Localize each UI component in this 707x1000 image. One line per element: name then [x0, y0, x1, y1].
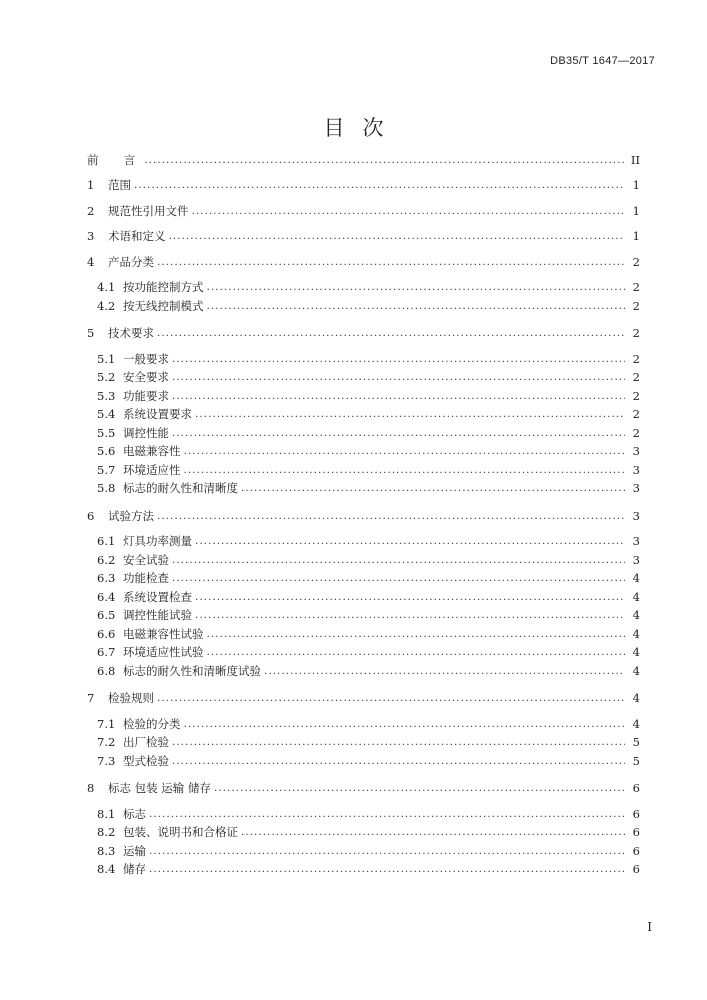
toc-entry-label: 一般要求	[123, 351, 169, 366]
toc-section-entry[interactable]	[87, 323, 640, 342]
toc-entry-number: 8.3	[97, 843, 116, 858]
toc-entry-number: 4.1	[97, 280, 116, 294]
toc-section-entry[interactable]	[87, 175, 640, 194]
toc-entry-page: 4	[632, 691, 640, 705]
toc-entry-page: 2	[632, 407, 640, 421]
toc-entry-page: 3	[632, 444, 640, 458]
toc-entry-page: 4	[632, 608, 640, 622]
toc-entry-page: 1	[632, 229, 640, 243]
toc-entry-number: 5.4	[97, 407, 116, 421]
dot-leader	[207, 298, 626, 314]
dot-leader	[195, 533, 625, 549]
toc-entry-number: 5.1	[97, 351, 116, 366]
toc-section-entry[interactable]	[87, 778, 640, 797]
dot-leader	[157, 325, 625, 341]
toc-entry-label: 按功能控制方式	[123, 280, 204, 294]
toc-entry-number: 8	[87, 781, 95, 795]
toc-subsection-entry[interactable]	[87, 859, 640, 878]
toc-section-entry[interactable]	[87, 200, 640, 219]
toc-entry-page: 2	[632, 280, 640, 294]
toc-entry-page: 4	[632, 663, 640, 678]
toc-entry-number: 8.2	[97, 825, 116, 839]
toc-entry-number: 5.5	[97, 425, 116, 440]
dot-leader	[172, 351, 625, 367]
dot-leader	[184, 443, 626, 459]
dot-leader	[144, 152, 625, 168]
table-of-contents	[87, 149, 640, 877]
dot-leader	[264, 663, 625, 679]
toc-entry-number: 8.1	[97, 806, 116, 821]
toc-entry-label: 按无线控制模式	[123, 298, 204, 313]
toc-entry-number: 5.8	[97, 481, 116, 495]
toc-entry-label: 标志的耐久性和清晰度	[123, 481, 238, 495]
toc-entry-label: 储存	[123, 862, 146, 876]
toc-subsection-entry[interactable]	[87, 750, 640, 769]
toc-entry-number: 6.2	[97, 552, 116, 567]
toc-entry-page: 6	[632, 806, 640, 821]
dot-leader	[172, 388, 625, 404]
dot-leader	[195, 607, 625, 623]
toc-entry-page: 4	[632, 645, 640, 659]
toc-subsection-entry[interactable]	[87, 385, 640, 404]
toc-entry-label: 调控性能试验	[123, 608, 192, 622]
toc-entry-page: 1	[632, 203, 640, 218]
toc-entry-page: 2	[632, 298, 640, 313]
toc-entry-page: 3	[632, 534, 640, 548]
toc-entry-label: 标志	[123, 806, 146, 821]
toc-entry-label: 包装、说明书和合格证	[123, 825, 238, 839]
toc-subsection-entry[interactable]	[87, 623, 640, 642]
toc-subsection-entry[interactable]	[87, 660, 640, 679]
dot-leader	[157, 508, 625, 524]
dot-leader	[157, 254, 625, 270]
toc-section-entry[interactable]	[87, 505, 640, 524]
dot-leader	[207, 644, 626, 660]
toc-subsection-entry[interactable]	[87, 404, 640, 423]
toc-entry-number: 6.6	[97, 626, 116, 641]
toc-subsection-entry[interactable]	[87, 549, 640, 568]
dot-leader	[172, 570, 625, 586]
toc-entry-page: 6	[632, 825, 640, 839]
toc-entry-page: 5	[632, 753, 640, 768]
toc-entry-number: 6	[87, 508, 95, 523]
toc-entry-number: 7.3	[97, 753, 116, 768]
toc-entry-page: 3	[632, 481, 640, 495]
toc-subsection-entry[interactable]	[87, 459, 640, 478]
toc-entry-label: 术语和定义	[108, 229, 166, 243]
toc-subsection-entry[interactable]	[87, 803, 640, 822]
dot-leader	[134, 177, 625, 193]
toc-entry-label: 出厂检验	[123, 735, 169, 749]
toc-entry-number: 3	[87, 229, 95, 243]
toc-entry-page: 2	[632, 370, 640, 384]
toc-entry-number: 6.4	[97, 589, 116, 604]
page-title: 目次	[323, 116, 402, 140]
toc-entry-page: 5	[632, 735, 640, 749]
toc-subsection-entry[interactable]	[87, 478, 640, 497]
toc-entry-number: 7.1	[97, 716, 116, 731]
toc-entry-page: 1	[632, 178, 640, 192]
toc-entry-number: 7.2	[97, 735, 116, 749]
toc-entry-label: 功能要求	[123, 388, 169, 403]
dot-leader	[172, 552, 625, 568]
toc-entry-page: II	[630, 152, 640, 167]
dot-leader	[241, 824, 625, 840]
dot-leader	[169, 228, 626, 244]
toc-entry-number: 7	[87, 691, 95, 705]
dot-leader	[207, 626, 626, 642]
toc-entry-number: 5.3	[97, 388, 116, 403]
toc-entry-number: 6.5	[97, 608, 116, 622]
toc-entry-page: 4	[632, 589, 640, 604]
toc-entry-label: 系统设置要求	[123, 407, 192, 421]
toc-section-entry[interactable]	[87, 688, 640, 707]
toc-entry-label: 产品分类	[108, 254, 154, 269]
dot-leader	[184, 716, 626, 732]
toc-entry-label: 安全要求	[123, 370, 169, 384]
toc-subsection-entry[interactable]	[87, 732, 640, 751]
toc-subsection-entry[interactable]	[87, 441, 640, 460]
toc-entry-page: 2	[632, 425, 640, 440]
dot-leader	[149, 861, 625, 877]
toc-subsection-entry[interactable]	[87, 568, 640, 587]
toc-entry-label: 电磁兼容性试验	[123, 626, 204, 641]
toc-entry-page: 2	[632, 351, 640, 366]
toc-entry-number: 前 言	[87, 152, 142, 167]
toc-subsection-entry[interactable]	[87, 713, 640, 732]
toc-subsection-entry[interactable]	[87, 422, 640, 441]
toc-entry-label: 灯具功率测量	[123, 534, 192, 548]
dot-leader	[149, 806, 625, 822]
dot-leader	[149, 843, 625, 859]
toc-entry-page: 6	[632, 781, 640, 795]
toc-entry-label: 电磁兼容性	[123, 444, 181, 458]
toc-entry-page: 2	[632, 388, 640, 403]
dot-leader	[192, 203, 626, 219]
dot-leader	[195, 406, 625, 422]
toc-subsection-entry[interactable]	[87, 348, 640, 367]
toc-entry-number: 5.7	[97, 462, 116, 477]
toc-section-entry[interactable]	[87, 149, 640, 168]
document-number: DB35/T 1647—2017	[550, 55, 655, 67]
toc-entry-page: 2	[632, 326, 640, 340]
toc-entry-label: 检验的分类	[123, 716, 181, 731]
toc-entry-label: 功能检查	[123, 571, 169, 585]
dot-leader	[195, 589, 625, 605]
toc-entry-page: 4	[632, 626, 640, 641]
dot-leader	[214, 780, 625, 796]
toc-entry-number: 6.3	[97, 571, 116, 585]
toc-entry-label: 环境适应性试验	[123, 645, 204, 659]
toc-entry-page: 4	[632, 571, 640, 585]
toc-subsection-entry[interactable]	[87, 586, 640, 605]
toc-entry-label: 环境适应性	[123, 462, 181, 477]
toc-entry-page: 6	[632, 843, 640, 858]
dot-leader	[157, 690, 625, 706]
toc-subsection-entry[interactable]	[87, 531, 640, 550]
toc-subsection-entry[interactable]	[87, 822, 640, 841]
toc-entry-number: 5.2	[97, 370, 116, 384]
toc-entry-number: 4.2	[97, 298, 116, 313]
toc-entry-label: 型式检验	[123, 753, 169, 768]
toc-entry-label: 检验规则	[108, 691, 154, 705]
dot-leader	[172, 734, 625, 750]
dot-leader	[172, 369, 625, 385]
dot-leader	[184, 462, 626, 478]
toc-entry-label: 系统设置检查	[123, 589, 192, 604]
toc-section-entry[interactable]	[87, 226, 640, 245]
toc-entry-number: 6.8	[97, 663, 116, 678]
dot-leader	[241, 480, 625, 496]
toc-subsection-entry[interactable]	[87, 642, 640, 661]
toc-entry-page: 3	[632, 552, 640, 567]
dot-leader	[207, 279, 626, 295]
toc-entry-label: 标志 包装 运输 储存	[108, 781, 211, 795]
toc-entry-label: 范围	[108, 178, 131, 192]
toc-entry-label: 技术要求	[108, 326, 154, 340]
toc-entry-number: 1	[87, 178, 95, 192]
toc-entry-number: 8.4	[97, 862, 116, 876]
toc-entry-page: 3	[632, 462, 640, 477]
toc-entry-page: 2	[632, 254, 640, 269]
toc-subsection-entry[interactable]	[87, 295, 640, 314]
toc-entry-number: 6.1	[97, 534, 116, 548]
toc-entry-number: 5	[87, 326, 95, 340]
toc-entry-page: 4	[632, 716, 640, 731]
toc-entry-label: 调控性能	[123, 425, 169, 440]
dot-leader	[172, 753, 625, 769]
toc-subsection-entry[interactable]	[87, 605, 640, 624]
toc-entry-label: 试验方法	[108, 508, 154, 523]
page-number: I	[647, 920, 652, 934]
toc-entry-number: 2	[87, 203, 95, 218]
toc-subsection-entry[interactable]	[87, 277, 640, 296]
toc-entry-label: 标志的耐久性和清晰度试验	[123, 663, 261, 678]
dot-leader	[172, 425, 625, 441]
toc-entry-page: 3	[632, 508, 640, 523]
toc-section-entry[interactable]	[87, 251, 640, 270]
toc-entry-label: 安全试验	[123, 552, 169, 567]
toc-subsection-entry[interactable]	[87, 840, 640, 859]
toc-subsection-entry[interactable]	[87, 367, 640, 386]
toc-entry-label: 运输	[123, 843, 146, 858]
toc-entry-number: 4	[87, 254, 95, 269]
toc-entry-number: 5.6	[97, 444, 116, 458]
toc-entry-page: 6	[632, 862, 640, 876]
toc-entry-number: 6.7	[97, 645, 116, 659]
toc-entry-label: 规范性引用文件	[108, 203, 189, 218]
